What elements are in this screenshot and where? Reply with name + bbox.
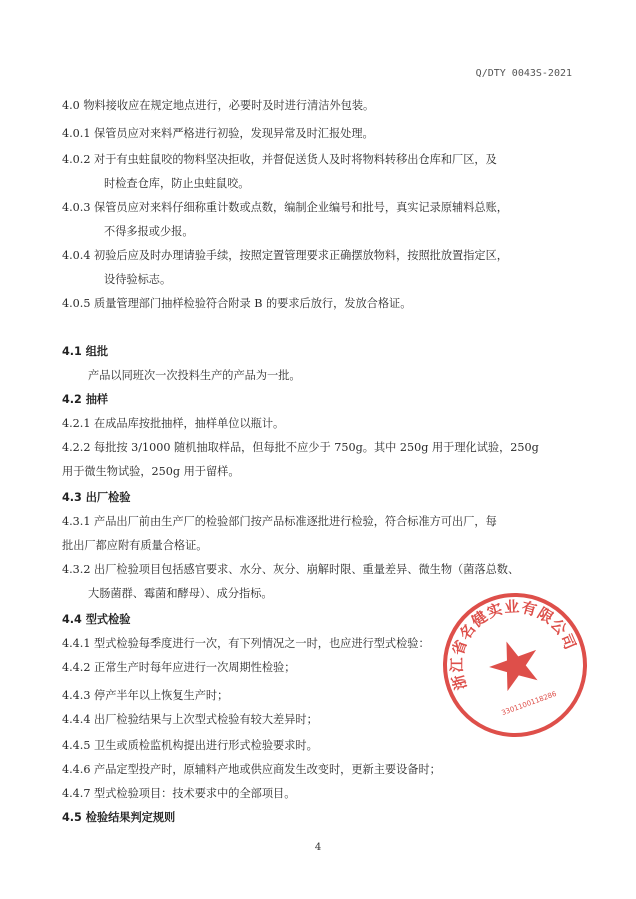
section-heading-4-1: 4.1 组批	[62, 345, 109, 358]
clause-4-4-2: 4.4.2 正常生产时每年应进行一次周期性检验；	[62, 661, 296, 674]
clause-4-1-text: 产品以同班次一次投料生产的产品为一批。	[88, 369, 301, 382]
clause-4-3-2: 4.3.2 出厂检验项目包括感官要求、水分、灰分、崩解时限、重量差异、微生物（菌落总数、	[62, 563, 520, 576]
clause-4-4-4: 4.4.4 出厂检验结果与上次型式检验有较大差异时；	[62, 713, 318, 726]
clause-4-4-1: 4.4.1 型式检验每季度进行一次，有下列情况之一时，也应进行型式检验：	[62, 637, 430, 650]
section-heading-4-4: 4.4 型式检验	[62, 613, 131, 626]
clause-4-3-1-cont: 批出厂都应附有质量合格证。	[62, 539, 208, 552]
clause-4-2-2: 4.2.2 每批按 3/1000 随机抽取样品，但每批不应少于 750g。其中 250g 用于理化试验，250g	[62, 441, 539, 454]
clause-4-0-4-cont: 设待验标志。	[104, 273, 172, 286]
clause-4-4-7: 4.4.7 型式检验项目：技术要求中的全部项目。	[62, 787, 296, 800]
clause-4-0-4: 4.0.4 初验后应及时办理请验手续，按照定置管理要求正确摆放物料，按照批放置指定区，	[62, 249, 508, 262]
document-number: Q/DTY 0043S-2021	[475, 68, 572, 79]
clause-4-0-1: 4.0.1 保管员应对来料严格进行初验，发现异常及时汇报处理。	[62, 127, 374, 140]
clause-4-2-2-cont: 用于微生物试验，250g 用于留样。	[62, 465, 240, 478]
section-heading-4-2: 4.2 抽样	[62, 393, 109, 406]
seal-star-icon	[483, 633, 546, 694]
clause-4-0-3: 4.0.3 保管员应对来料仔细称重计数或点数，编制企业编号和批号，真实记录原辅料总账，	[62, 201, 508, 214]
seal-company-name: 浙江省名健实业有限公司	[447, 597, 580, 693]
clause-4-4-6: 4.4.6 产品定型投产时，原辅料产地或供应商发生改变时，更新主要设备时；	[62, 763, 441, 776]
clause-4-2-1: 4.2.1 在成品库按批抽样，抽样单位以瓶计。	[62, 417, 285, 430]
clause-4-0-2-cont: 时检查仓库，防止虫蛀鼠咬。	[104, 177, 250, 190]
clause-4-4-3: 4.4.3 停产半年以上恢复生产时；	[62, 689, 229, 702]
clause-4-0: 4.0 物料接收应在规定地点进行，必要时及时进行清洁外包装。	[62, 99, 375, 112]
clause-4-4-5: 4.4.5 卫生或质检监机构提出进行形式检验要求时。	[62, 739, 318, 752]
clause-4-3-2-cont: 大肠菌群、霉菌和酵母）、成分指标。	[88, 587, 273, 600]
clause-4-0-3-cont: 不得多报或少报。	[104, 225, 194, 238]
clause-4-0-2: 4.0.2 对于有虫蛀鼠咬的物料坚决拒收，并督促送货人及时将物料转移出仓库和厂区，及	[62, 153, 497, 166]
clause-4-0-5: 4.0.5 质量管理部门抽样检验符合附录 B 的要求后放行，发放合格证。	[62, 297, 412, 310]
section-heading-4-3: 4.3 出厂检验	[62, 491, 131, 504]
section-heading-4-5: 4.5 检验结果判定规则	[62, 811, 176, 824]
seal-code: 3301100118286	[500, 689, 558, 718]
clause-4-3-1: 4.3.1 产品出厂前由生产厂的检验部门按产品标准逐批进行检验，符合标准方可出厂，每	[62, 515, 497, 528]
page-number: 4	[314, 842, 322, 853]
